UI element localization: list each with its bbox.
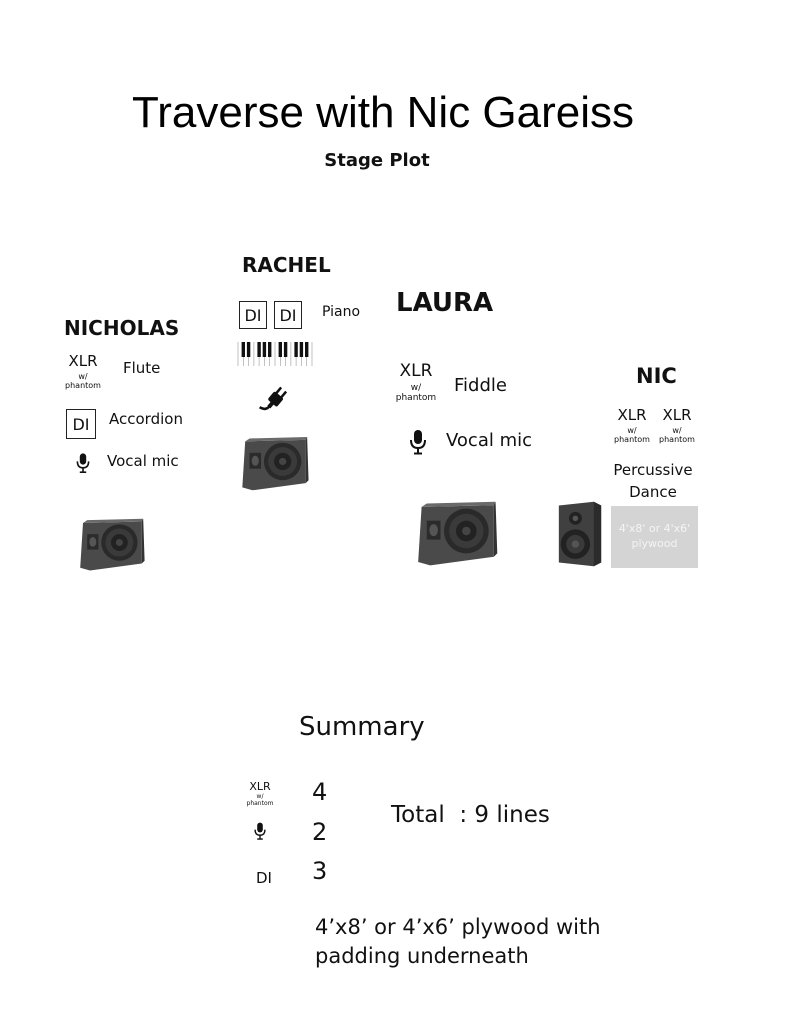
xlr-phantom-label: w/ phantom xyxy=(395,383,437,404)
piano-keys-icon xyxy=(238,342,312,366)
wedge-speaker-icon xyxy=(413,500,499,568)
nic-instrument-label: Percussive Dance xyxy=(613,461,693,501)
nicholas-flute-label: Flute xyxy=(123,359,161,377)
xlr-label: XLR xyxy=(68,352,98,370)
wedge-speaker-icon xyxy=(76,518,146,572)
summary-note: 4’x8’ or 4’x6’ plywood with padding underneath xyxy=(315,915,601,969)
xlr-label: XLR xyxy=(399,361,433,381)
wedge-speaker-icon xyxy=(238,436,310,492)
summary-total: Total : 9 lines xyxy=(391,802,550,828)
xlr-phantom-label: w/ phantom xyxy=(659,426,695,445)
nicholas-xlr xyxy=(60,354,106,390)
xlr-phantom-label: w/ phantom xyxy=(246,793,274,807)
rachel-name: RACHEL xyxy=(242,253,331,277)
summary-mic-count: 2 xyxy=(312,818,328,846)
nicholas-accordion-label: Accordion xyxy=(109,410,183,428)
page-title: Traverse with Nic Gareiss xyxy=(131,88,635,137)
summary-xlr-icon xyxy=(244,781,276,808)
xlr-label: XLR xyxy=(617,406,647,424)
page-subtitle: Stage Plot xyxy=(324,150,430,171)
rachel-di-box-1: DI xyxy=(239,301,267,329)
summary-xlr-count: 4 xyxy=(312,778,328,806)
rachel-di-box-2: DI xyxy=(274,301,302,329)
nic-name: NIC xyxy=(636,364,677,388)
nic-xlr-1 xyxy=(610,408,654,444)
summary-di-label: DI xyxy=(256,869,272,887)
microphone-icon xyxy=(408,428,428,456)
power-plug-icon xyxy=(259,386,289,416)
xlr-label: XLR xyxy=(249,780,271,793)
monitor-speaker-icon xyxy=(557,500,603,568)
laura-name: LAURA xyxy=(396,288,494,318)
nicholas-vocal-label: Vocal mic xyxy=(107,452,179,470)
laura-xlr xyxy=(390,363,442,404)
rachel-piano-label: Piano xyxy=(322,304,361,320)
plywood-board: 4'x8' or 4'x6' plywood xyxy=(611,506,698,568)
nicholas-name: NICHOLAS xyxy=(64,316,180,340)
nic-xlr-2 xyxy=(655,408,699,444)
summary-di-count: 3 xyxy=(312,857,328,885)
laura-vocal-label: Vocal mic xyxy=(446,430,533,451)
xlr-phantom-label: w/ phantom xyxy=(65,372,101,391)
xlr-phantom-label: w/ phantom xyxy=(614,426,650,445)
microphone-icon xyxy=(253,821,267,841)
microphone-icon xyxy=(75,452,91,474)
xlr-label: XLR xyxy=(662,406,692,424)
laura-fiddle-label: Fiddle xyxy=(454,375,507,396)
nicholas-di-box: DI xyxy=(66,409,96,439)
summary-heading: Summary xyxy=(299,712,425,742)
